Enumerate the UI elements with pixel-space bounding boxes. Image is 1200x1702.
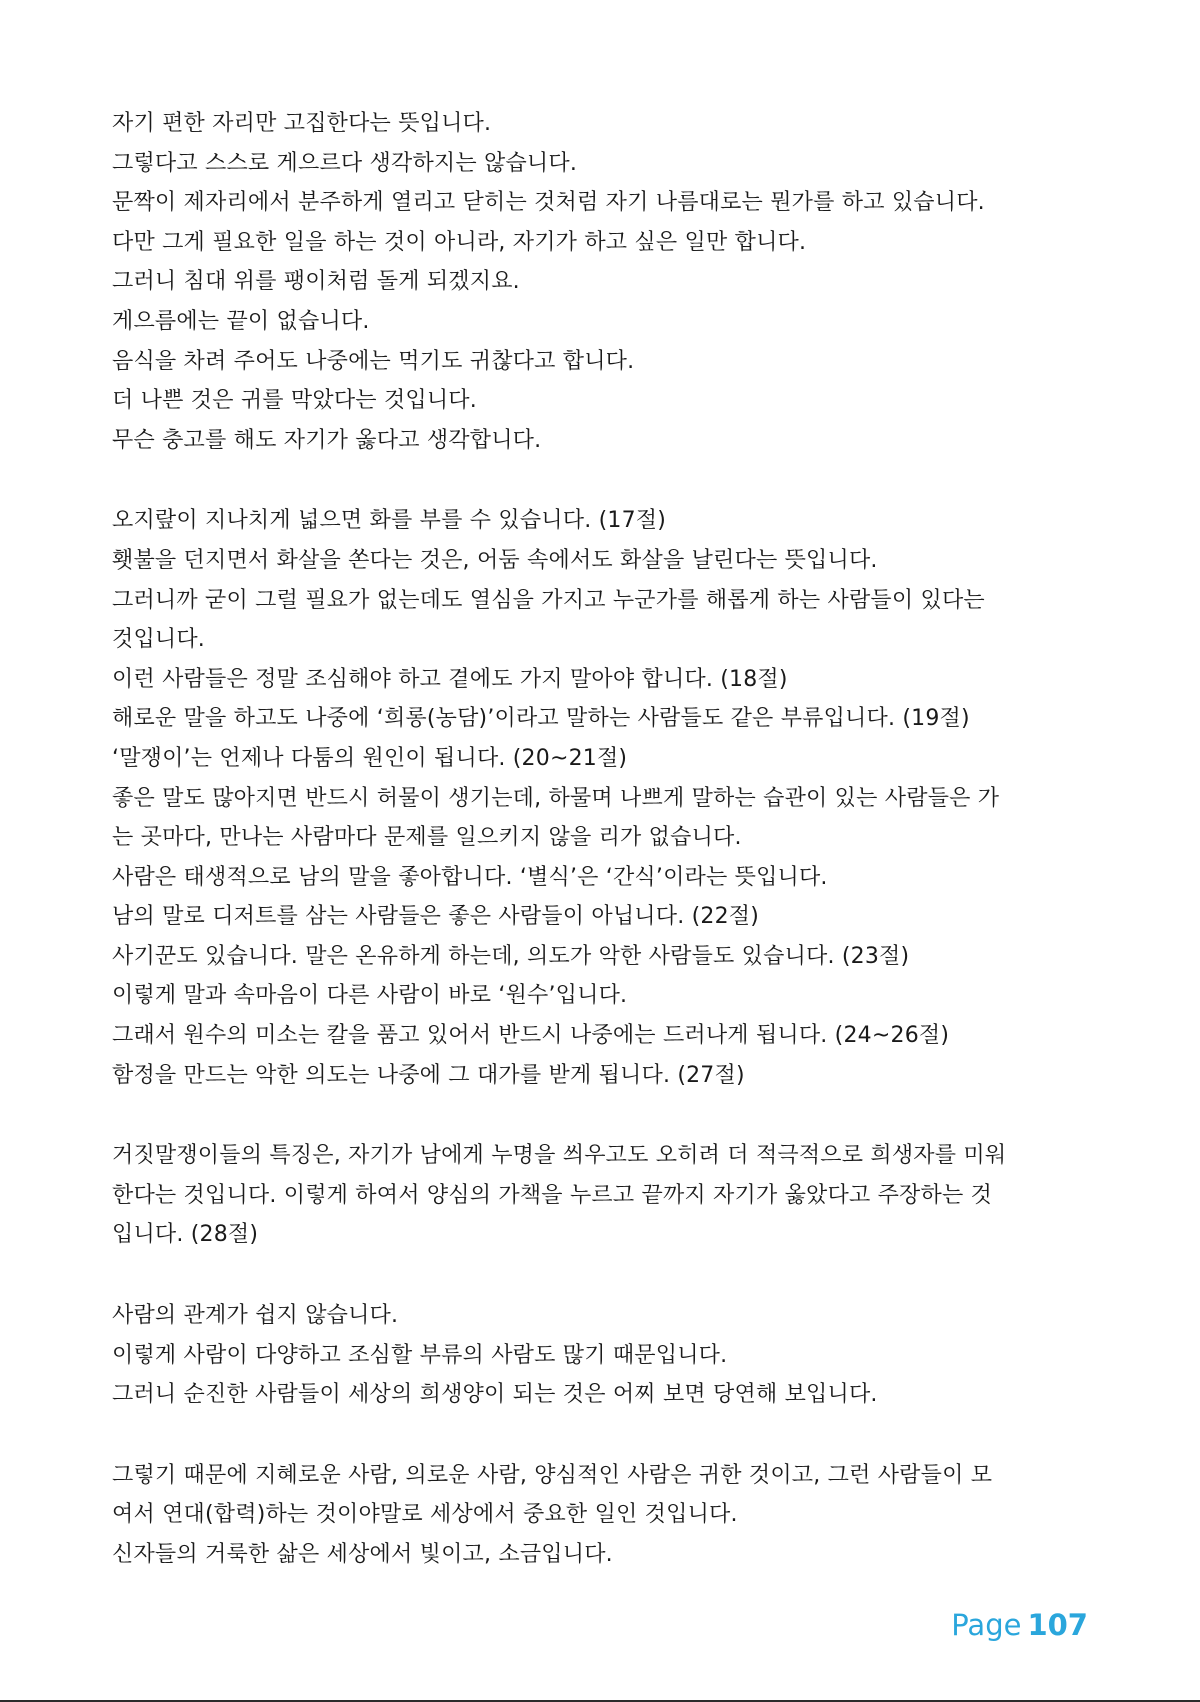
- paragraph: [112, 1296, 1102, 1415]
- text-line: 그래서 원수의 미소는 칼을 품고 있어서 반드시 나중에는 드러나게 됩니다. (24~26절): [112, 1023, 950, 1049]
- text-line: 오지랖이 지나치게 넓으면 화를 부를 수 있습니다. (17절): [112, 508, 666, 534]
- text-line: ‘말쟁이’는 언제나 다툼의 원인이 됩니다. (20~21절): [112, 745, 628, 771]
- text-line: 그렇기 때문에 지혜로운 사람, 의로운 사람, 양심적인 사람은 귀한 것이고, 그런 사람들이 모: [112, 1462, 993, 1488]
- text-line: 그렇다고 스스로 게으르다 생각하지는 않습니다.: [112, 150, 578, 176]
- text-line: 것입니다.: [112, 627, 206, 653]
- text-line: 음식을 차려 주어도 나중에는 먹기도 귀찮다고 합니다.: [112, 348, 635, 374]
- paragraph: [112, 1456, 1102, 1575]
- text-line: 게으름에는 끝이 없습니다.: [112, 308, 370, 334]
- page-number-value: 107: [1027, 1608, 1088, 1642]
- text-line: 신자들의 거룩한 삶은 세상에서 빛이고, 소금입니다.: [112, 1542, 613, 1567]
- text-line: 그러니 순진한 사람들이 세상의 희생양이 되는 것은 어찌 보면 당연해 보입니다.: [112, 1382, 878, 1408]
- text-line: 사람의 관계가 쉽지 않습니다.: [112, 1303, 399, 1329]
- text-line: 이런 사람들은 정말 조심해야 하고 곁에도 가지 말아야 합니다. (18절): [112, 666, 788, 692]
- text-line: 그러니까 굳이 그럴 필요가 없는데도 열심을 가지고 누군가를 해롭게 하는 사람들이 있다는: [112, 587, 985, 613]
- paragraph: [112, 501, 1102, 1095]
- text-line: 거짓말쟁이들의 특징은, 자기가 남에게 누명을 씌우고도 오히려 더 적극적으로 희생자를 미워: [112, 1143, 1007, 1169]
- text-line: 좋은 말도 많아지면 반드시 허물이 생기는데, 하물며 나쁘게 말하는 습관이 있는 사람들은 가: [112, 785, 1000, 811]
- text-line: 이렇게 사람이 다양하고 조심할 부류의 사람도 많기 때문입니다.: [112, 1342, 728, 1368]
- text-line: 여서 연대(합력)하는 것이야말로 세상에서 중요한 일인 것입니다.: [112, 1502, 738, 1528]
- text-line: 한다는 것입니다. 이렇게 하여서 양심의 가책을 누르고 끝까지 자기가 옳았다고 주장하는 것: [112, 1182, 993, 1208]
- text-line: 문짝이 제자리에서 분주하게 열리고 닫히는 것처럼 자기 나름대로는 뭔가를 하고 있습니다.: [112, 190, 985, 216]
- paragraph: [112, 104, 1102, 460]
- text-line: 자기 편한 자리만 고집한다는 뜻입니다.: [112, 111, 492, 136]
- page-body: [112, 104, 1102, 1616]
- page-number: [951, 1608, 1088, 1642]
- text-line: 는 곳마다, 만나는 사람마다 문제를 일으키지 않을 리가 없습니다.: [112, 825, 742, 851]
- paragraph: [112, 1136, 1102, 1255]
- text-line: 횃불을 던지면서 화살을 쏜다는 것은, 어둠 속에서도 화살을 날린다는 뜻입니다.: [112, 547, 878, 573]
- page-label: Page: [951, 1608, 1022, 1642]
- text-line: 함정을 만드는 악한 의도는 나중에 그 대가를 받게 됩니다. (27절): [112, 1062, 745, 1088]
- text-line: 사기꾼도 있습니다. 말은 온유하게 하는데, 의도가 악한 사람들도 있습니다. (23절): [112, 943, 910, 969]
- text-line: 해로운 말을 하고도 나중에 ‘희롱(농담)’이라고 말하는 사람들도 같은 부류입니다. (19절): [112, 706, 970, 732]
- text-line: 사람은 태생적으로 남의 말을 좋아합니다. ‘별식’은 ‘간식’이라는 뜻입니다.: [112, 864, 828, 890]
- text-line: 무슨 충고를 해도 자기가 옳다고 생각합니다.: [112, 427, 542, 453]
- text-line: 입니다. (28절): [112, 1222, 259, 1248]
- text-line: 더 나쁜 것은 귀를 막았다는 것입니다.: [112, 388, 477, 414]
- text-line: 다만 그게 필요한 일을 하는 것이 아니라, 자기가 하고 싶은 일만 합니다.: [112, 229, 807, 255]
- text-line: 그러니 침대 위를 팽이처럼 돌게 되겠지요.: [112, 269, 520, 295]
- text-line: 이렇게 말과 속마음이 다른 사람이 바로 ‘원수’입니다.: [112, 983, 628, 1009]
- text-line: 남의 말로 디저트를 삼는 사람들은 좋은 사람들이 아닙니다. (22절): [112, 904, 760, 930]
